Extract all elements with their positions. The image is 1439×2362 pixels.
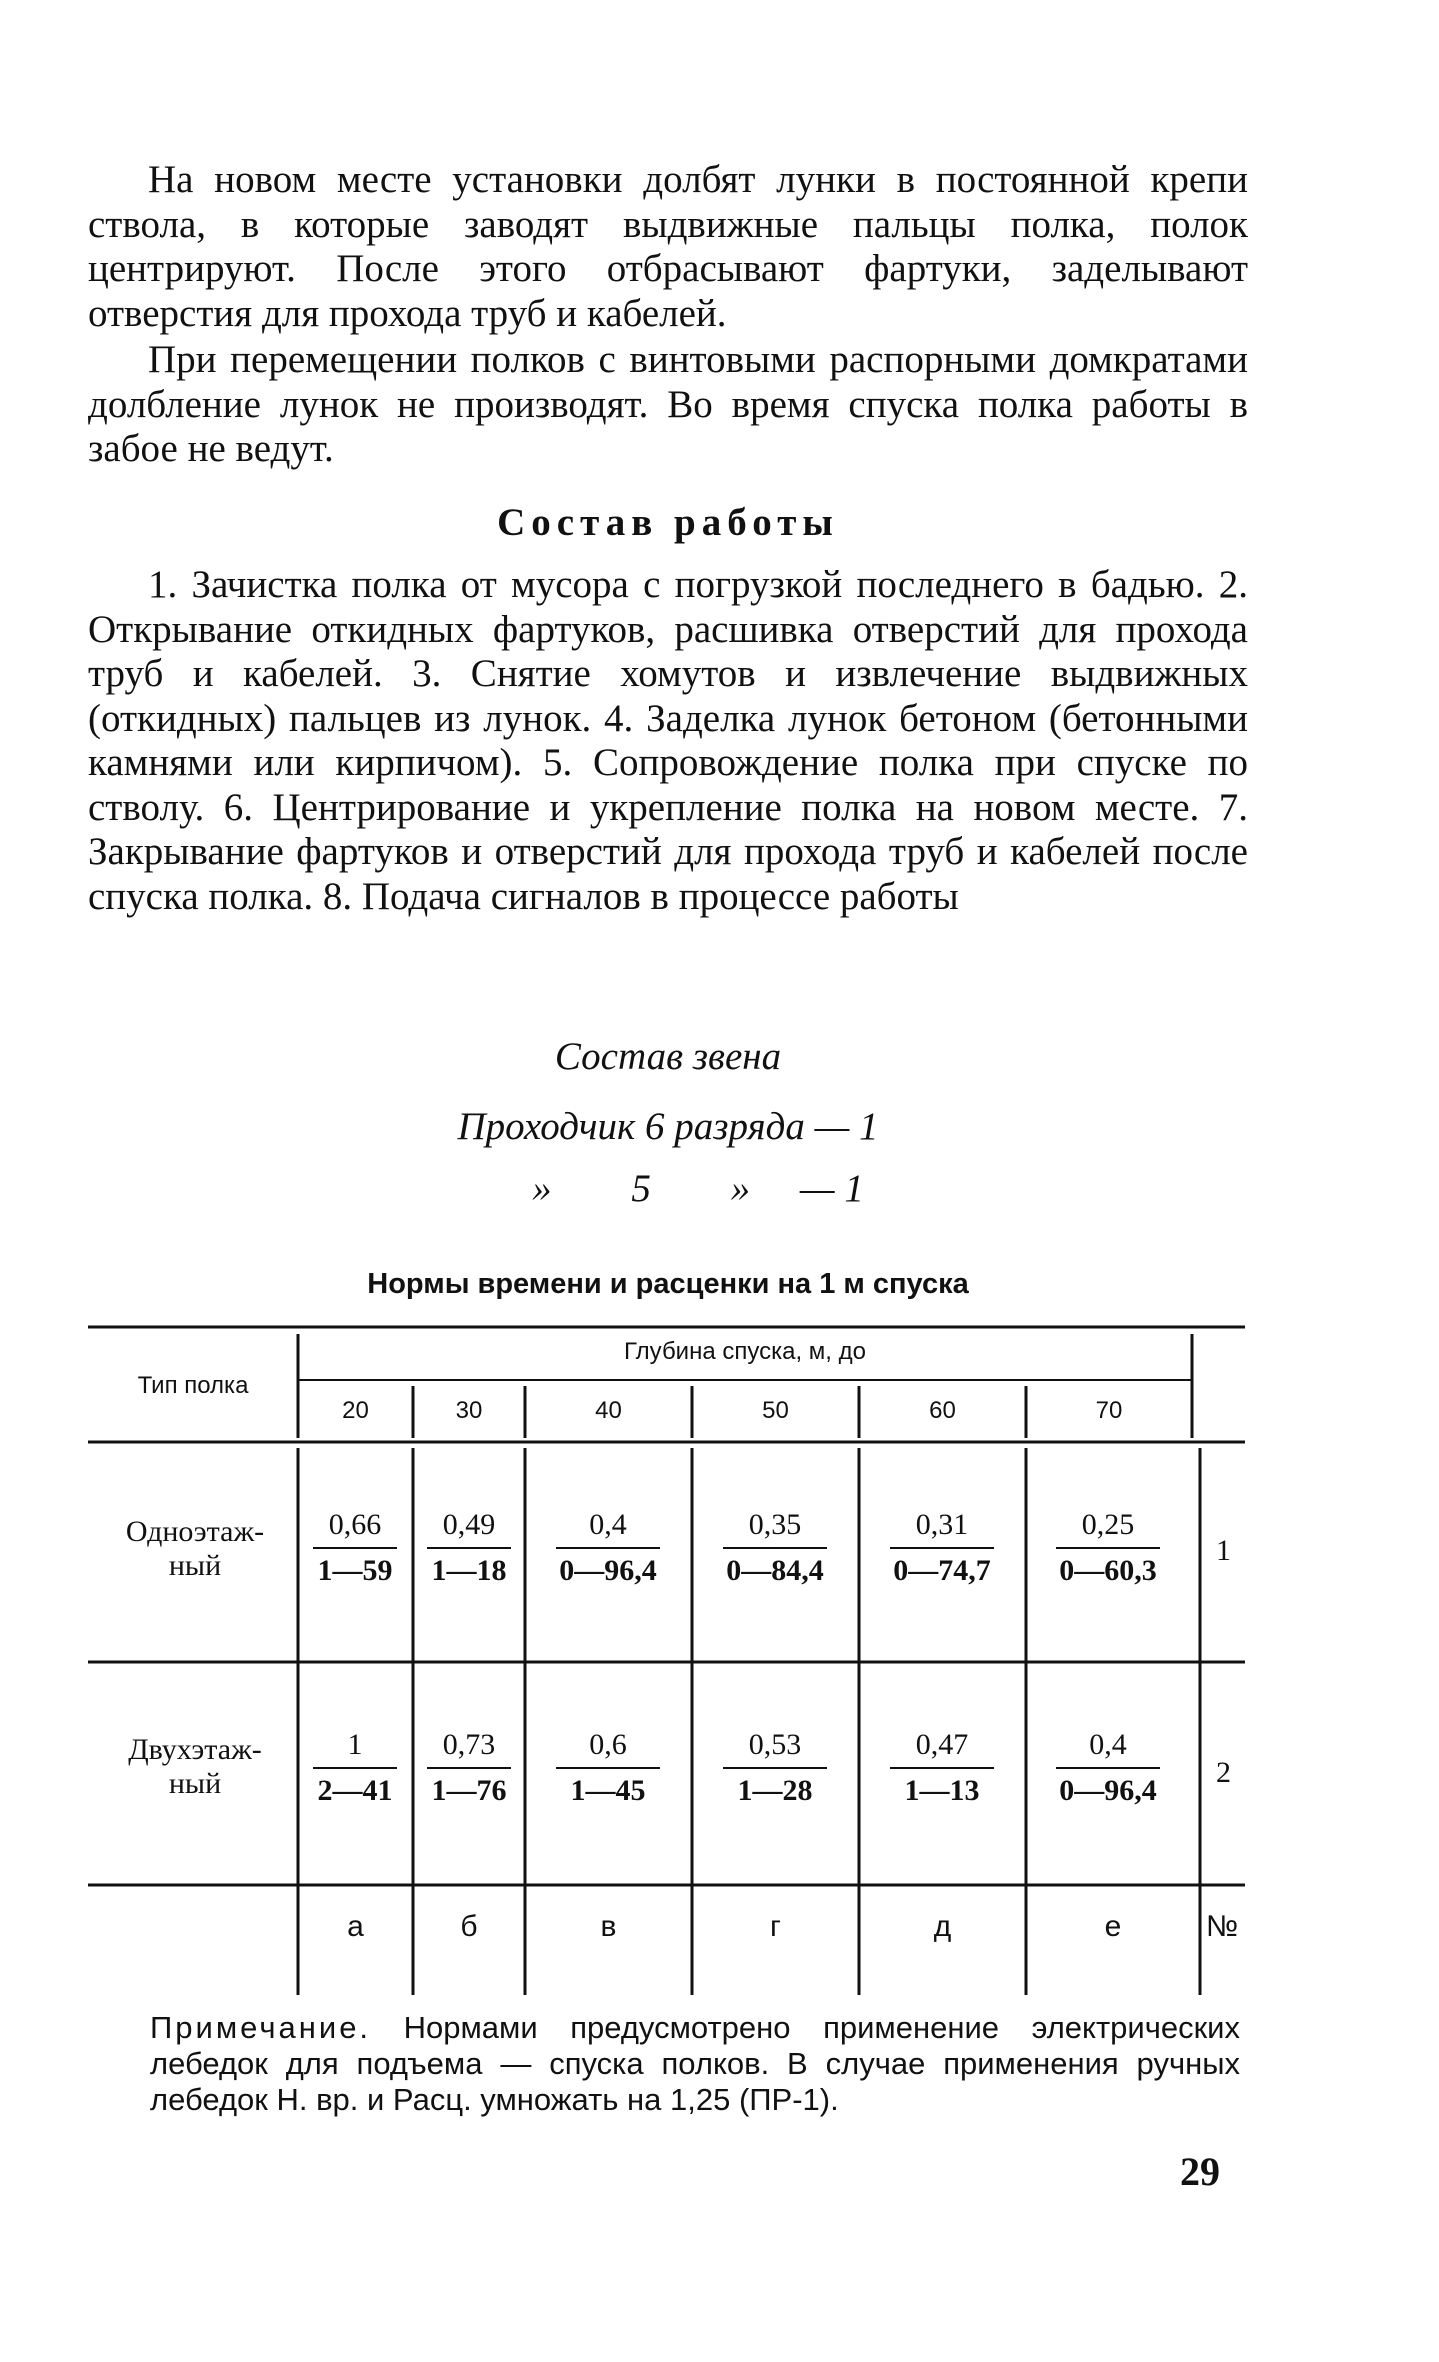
depth-header-cell: 60 (929, 1397, 956, 1424)
norm-cell: 0,49 1—18 (419, 1505, 519, 1591)
norm-cell: 0,6 1—45 (548, 1725, 668, 1811)
work-composition-heading: Состав работы (497, 501, 839, 544)
paragraph-work-steps: 1. Зачистка полка от мусора с погрузкой последнего в бадью. 2. Открывание откидных фартуков, расшивка отверстий для прохода труб и кабелей. 3. Снятие хомутов и извлечение выдвижных (откидных) пальцев из лунок. 4. Заделка лунок бетоном (бетонными камнями или кирпичом). 5. Сопровождение полка при спуске по стволу. 6. Центрирование и укрепление полка на новом месте. 7. Закрывание фартуков и отверстий для прохода труб и кабелей после спуска полка. 8. Подача сигналов в процессе работы (88, 563, 1248, 918)
norm-cell: 1 2—41 (305, 1725, 405, 1811)
crew-grade: 5 (631, 1167, 651, 1210)
paragraph-screw-jacks: При перемещении полков с винтовыми распорными домкратами долбление лунок не производят. Во время спуска полка работы в забое не ведут. (88, 338, 1248, 470)
row-number: 1 (1216, 1534, 1231, 1567)
depth-header-cell: 30 (455, 1397, 483, 1424)
norm-cell: 0,4 0—96,4 (548, 1505, 668, 1591)
norm-cell: 0,73 1—76 (419, 1725, 519, 1811)
column-letter: г (770, 1910, 781, 1943)
column-letter: е (1104, 1910, 1122, 1943)
page-number: 29 (1180, 2149, 1220, 2194)
row-number: 2 (1216, 1756, 1231, 1789)
column-letter: в (600, 1910, 617, 1943)
table-note (150, 2010, 1240, 2118)
type-column-header: Тип полка (137, 1372, 249, 1399)
norm-cell: 0,4 0—96,4 (1048, 1725, 1168, 1811)
norm-cell: 0,53 1—28 (715, 1725, 835, 1811)
norm-cell: 0,25 0—60,3 (1048, 1505, 1168, 1591)
norm-cell: 0,31 0—74,7 (882, 1505, 1002, 1591)
paragraph-shelf-installation: На новом месте установки долбят лунки в постоянной крепи ствола, в которые заводят выдвижные пальцы полка, полок центрируют. После этого отбрасывают фартуки, заделывают отверстия для прохода труб и кабелей. (88, 158, 1248, 335)
table-title: Нормы времени и расценки на 1 м спуска (367, 1268, 969, 1300)
norm-cell: 0,35 0—84,4 (715, 1505, 835, 1591)
depth-header-cell: 70 (1095, 1397, 1123, 1424)
depth-header-cell: 50 (762, 1397, 789, 1424)
norm-cell: 0,66 1—59 (305, 1505, 405, 1591)
crew-count: — 1 (799, 1167, 864, 1210)
column-letter: а (347, 1910, 364, 1943)
norm-cell: 0,47 1—13 (882, 1725, 1002, 1811)
column-letter: б (460, 1910, 478, 1943)
depth-header-cell: 20 (342, 1397, 369, 1424)
ditto-mark: » (532, 1167, 552, 1210)
note-lead: Примечание. (150, 2010, 372, 2045)
note-text: Нормами предусмотрено применение электрических лебедок для подъема — спуска полков. В случае применения ручных лебедок Н. вр. и Расц. умножать на 1,25 (ПР-1). (150, 2010, 1240, 2117)
ditto-mark: » (730, 1167, 751, 1210)
depth-header-cell: 40 (595, 1397, 622, 1424)
crew-heading: Состав звена (554, 1035, 782, 1078)
depth-column-header: Глубина спуска, м, до (624, 1338, 866, 1365)
row-label-double-deck: Двухэтаж- ный (128, 1733, 262, 1800)
crew-line-1: Проходчик 6 разряда — 1 (457, 1105, 879, 1148)
column-letter: д (933, 1910, 952, 1943)
row-label-single-deck: Одноэтаж- ный (125, 1515, 265, 1582)
number-header: № (1206, 1910, 1239, 1943)
